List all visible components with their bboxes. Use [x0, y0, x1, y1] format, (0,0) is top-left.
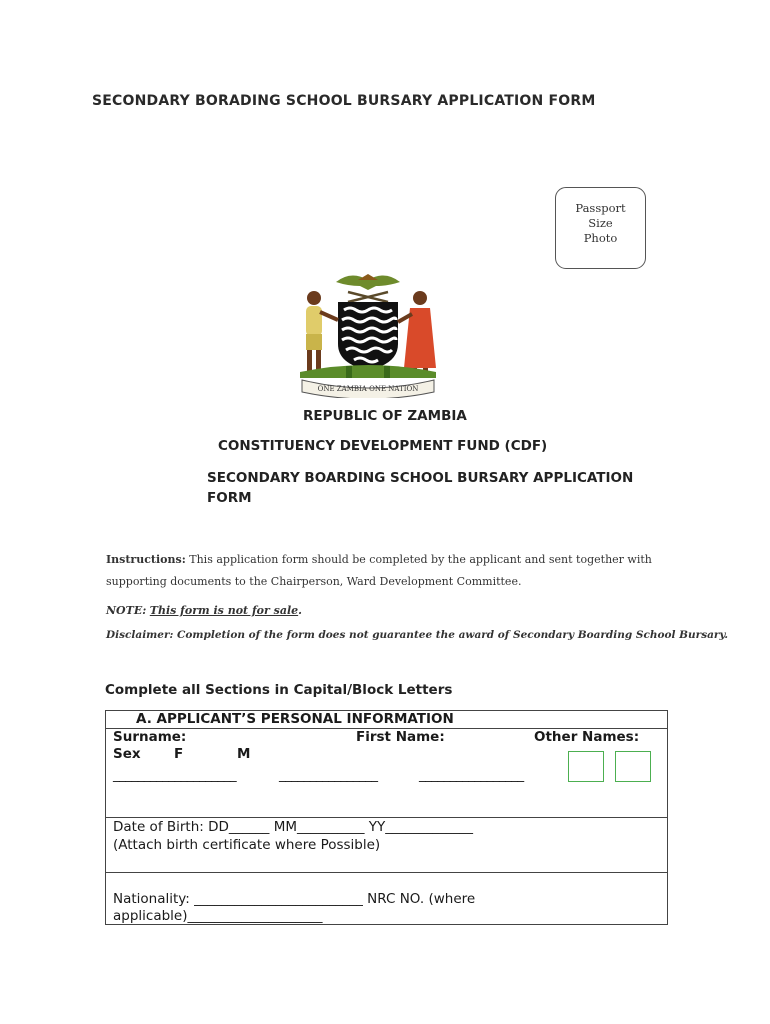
photo-box-line2: Size [588, 216, 613, 230]
passport-photo-box [555, 187, 646, 269]
sex-f-checkbox[interactable] [568, 751, 604, 782]
instructions-text: This application form should be completed by the applicant and sent together with supporting documents to the Chairperson, Ward Development Committee. [106, 553, 652, 588]
zambia-coat-of-arms [296, 268, 439, 398]
instructions-label: Instructions: [106, 553, 186, 566]
instructions [106, 549, 676, 593]
birth-certificate-note: (Attach birth certificate where Possible) [113, 837, 381, 853]
disclaimer: Disclaimer: Completion of the form does not guarantee the award of Secondary Boarding School Bursary. [106, 629, 728, 641]
note-label: NOTE: [106, 604, 147, 617]
header-form-title-line1: SECONDARY BOARDING SCHOOL BURSARY APPLICATION [207, 470, 634, 486]
other-names-blank[interactable]: _________________ [419, 767, 524, 783]
row-divider-2 [106, 872, 667, 873]
other-names-label: Other Names: [534, 729, 640, 745]
form-top-title: SECONDARY BORADING SCHOOL BURSARY APPLICATION FORM [92, 93, 596, 109]
photo-box-line3: Photo [583, 231, 618, 245]
sex-f-label: F [174, 746, 184, 762]
row-divider-1 [106, 817, 667, 818]
nrc-applicable-field[interactable]: applicable)____________________ [113, 908, 323, 924]
complete-instruction: Complete all Sections in Capital/Block Letters [105, 682, 453, 698]
header-form-title [207, 468, 633, 508]
header-republic: REPUBLIC OF ZAMBIA [303, 408, 467, 424]
surname-label: Surname: [113, 729, 187, 745]
sex-label: Sex [113, 746, 141, 762]
section-a-title: A. APPLICANT’S PERSONAL INFORMATION [136, 711, 454, 727]
nationality-nrc-field[interactable]: Nationality: _________________________ NRC NO. (where [113, 891, 476, 907]
sex-m-label: M [237, 746, 251, 762]
sex-m-checkbox[interactable] [615, 751, 651, 782]
section-a-table [105, 710, 668, 925]
date-of-birth-field[interactable]: Date of Birth: DD______ MM__________ YY_____________ [113, 819, 474, 835]
surname-blank[interactable]: ____________________ [113, 767, 237, 783]
coat-motto: ONE ZAMBIA ONE NATION [317, 385, 419, 393]
first-name-label: First Name: [356, 729, 445, 745]
note-end: . [298, 604, 302, 617]
header-form-title-line2: FORM [207, 490, 252, 506]
note [106, 604, 302, 617]
note-text: This form is not for sale [149, 604, 299, 617]
first-name-blank[interactable]: ________________ [279, 767, 378, 783]
photo-box-line1: Passport [575, 201, 626, 215]
header-cdf: CONSTITUENCY DEVELOPMENT FUND (CDF) [218, 438, 548, 454]
